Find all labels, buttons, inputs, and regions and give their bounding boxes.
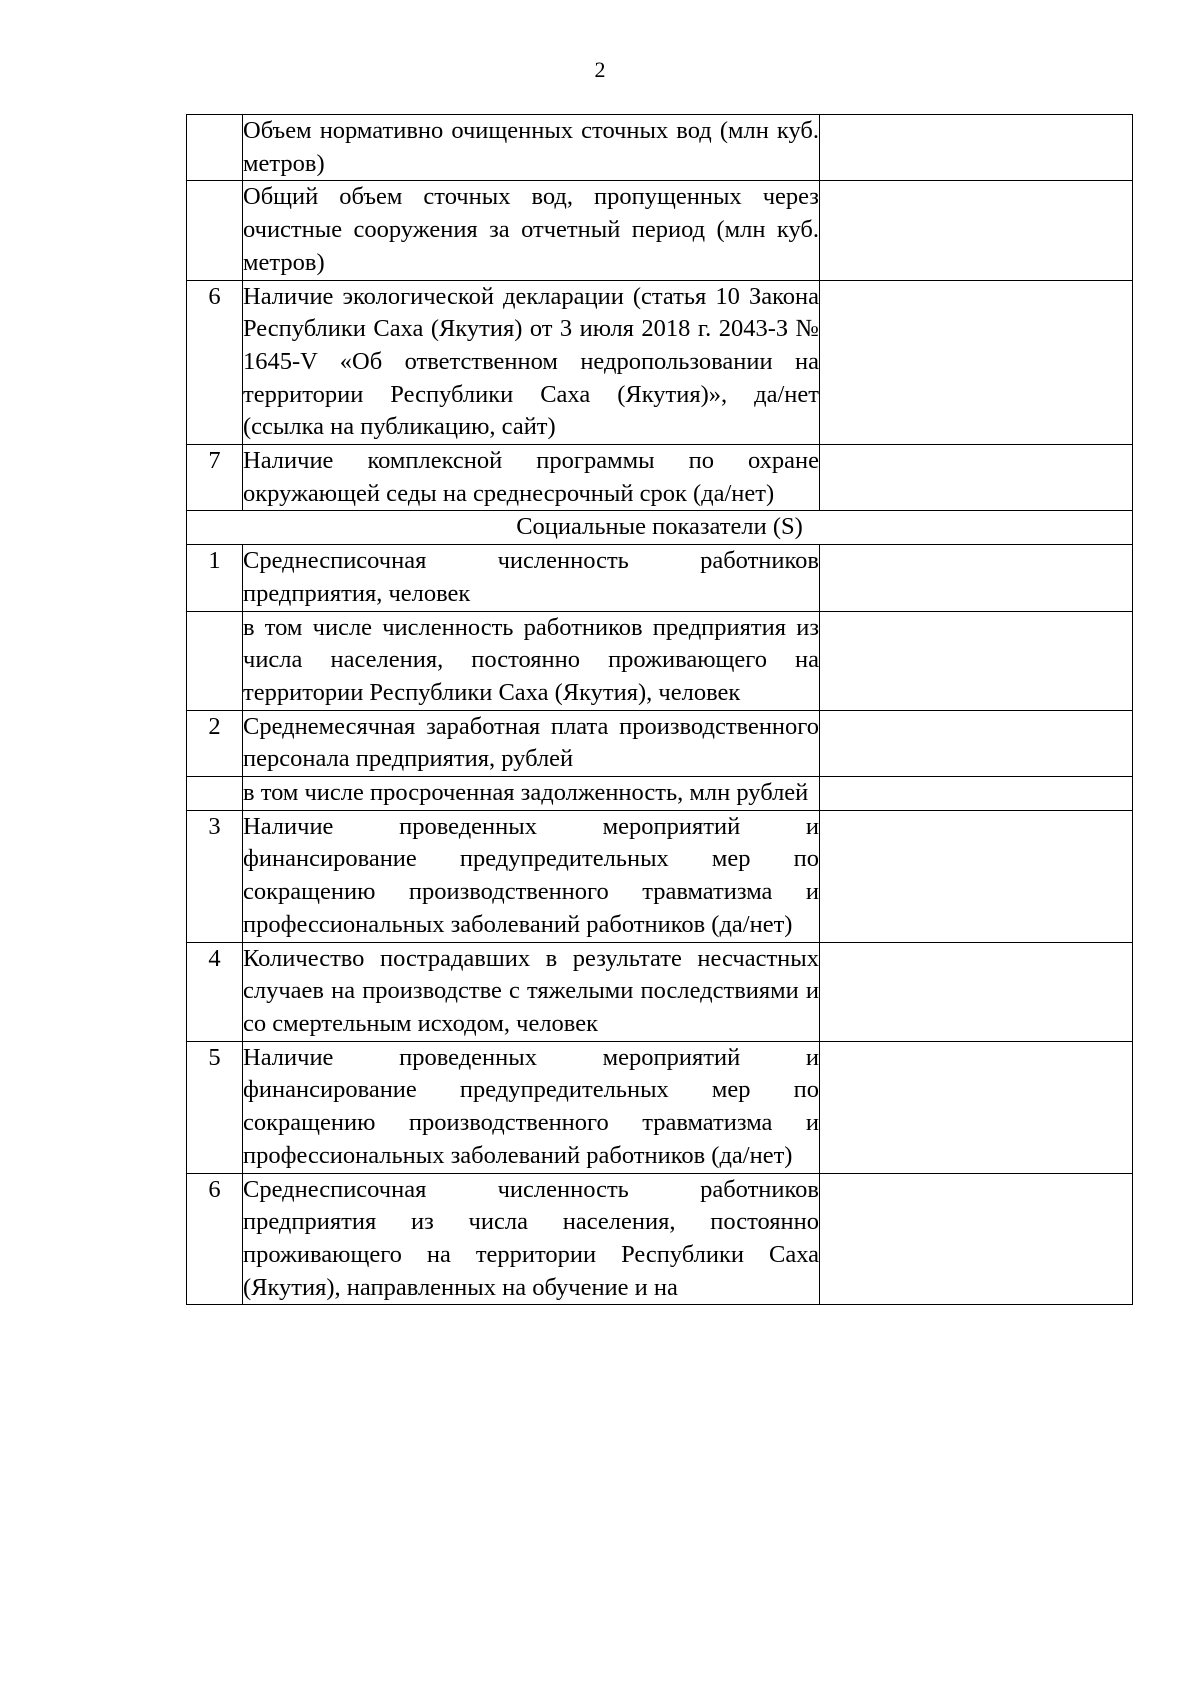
indicator-text: Среднесписочная численность работников предприятия из числа населения, постоянно проживающего на территории Республики Саха (Якутия), направленных на обучение и на bbox=[243, 1173, 820, 1305]
row-number: 1 bbox=[187, 545, 243, 611]
value-cell bbox=[820, 115, 1133, 181]
table-row bbox=[187, 777, 1133, 811]
page-number: 2 bbox=[594, 57, 606, 82]
row-number bbox=[187, 115, 243, 181]
table-row bbox=[187, 280, 1133, 445]
value-cell bbox=[820, 181, 1133, 280]
value-cell bbox=[820, 545, 1133, 611]
value-cell bbox=[820, 710, 1133, 776]
row-number: 6 bbox=[187, 280, 243, 445]
section-header-row bbox=[187, 511, 1133, 545]
indicator-text: Наличие экологической декларации (статья 10 Закона Республики Саха (Якутия) от 3 июля 2018 г. 2043-З № 1645-V «Об ответственном недропользовании на территории Республики Саха (Якутия)», да/нет (ссылка на публикацию, сайт) bbox=[243, 280, 820, 445]
value-cell bbox=[820, 942, 1133, 1041]
indicator-text: Среднемесячная заработная плата производственного персонала предприятия, рублей bbox=[243, 710, 820, 776]
table-row bbox=[187, 710, 1133, 776]
row-number: 7 bbox=[187, 445, 243, 511]
value-cell bbox=[820, 1173, 1133, 1305]
value-cell bbox=[820, 611, 1133, 710]
indicators-table bbox=[186, 114, 1133, 1305]
row-number: 5 bbox=[187, 1041, 243, 1173]
row-number: 2 bbox=[187, 710, 243, 776]
indicator-text: Наличие комплексной программы по охране окружающей седы на среднесрочный срок (да/нет) bbox=[243, 445, 820, 511]
row-number bbox=[187, 777, 243, 811]
table-row bbox=[187, 1173, 1133, 1305]
table-row bbox=[187, 181, 1133, 280]
indicator-text: в том числе численность работников предприятия из числа населения, постоянно проживающего на территории Республики Саха (Якутия), человек bbox=[243, 611, 820, 710]
table-row bbox=[187, 942, 1133, 1041]
row-number: 4 bbox=[187, 942, 243, 1041]
table-row bbox=[187, 611, 1133, 710]
table-row bbox=[187, 810, 1133, 942]
value-cell bbox=[820, 777, 1133, 811]
indicator-text: Среднесписочная численность работников предприятия, человек bbox=[243, 545, 820, 611]
value-cell bbox=[820, 445, 1133, 511]
row-number: 3 bbox=[187, 810, 243, 942]
table-row bbox=[187, 545, 1133, 611]
indicator-text: Общий объем сточных вод, пропущенных через очистные сооружения за отчетный период (млн куб. метров) bbox=[243, 181, 820, 280]
value-cell bbox=[820, 1041, 1133, 1173]
value-cell bbox=[820, 280, 1133, 445]
row-number: 6 bbox=[187, 1173, 243, 1305]
row-number bbox=[187, 611, 243, 710]
table-row bbox=[187, 1041, 1133, 1173]
table-row bbox=[187, 115, 1133, 181]
indicator-text: Наличие проведенных мероприятий и финансирование предупредительных мер по сокращению производственного травматизма и профессиональных заболеваний работников (да/нет) bbox=[243, 810, 820, 942]
indicator-text: Наличие проведенных мероприятий и финансирование предупредительных мер по сокращению производственного травматизма и профессиональных заболеваний работников (да/нет) bbox=[243, 1041, 820, 1173]
value-cell bbox=[820, 810, 1133, 942]
indicator-text: Количество пострадавших в результате несчастных случаев на производстве с тяжелыми последствиями и со смертельным исходом, человек bbox=[243, 942, 820, 1041]
section-header: Социальные показатели (S) bbox=[187, 511, 1133, 545]
row-number bbox=[187, 181, 243, 280]
indicator-text: Объем нормативно очищенных сточных вод (млн куб. метров) bbox=[243, 115, 820, 181]
table-row bbox=[187, 445, 1133, 511]
indicator-text: в том числе просроченная задолженность, млн рублей bbox=[243, 777, 820, 811]
